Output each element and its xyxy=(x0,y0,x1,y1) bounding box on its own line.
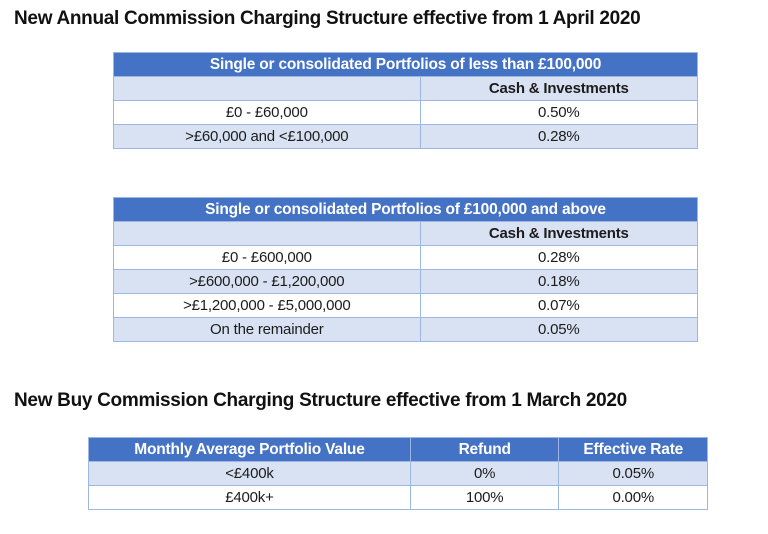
column-header-refund: Refund xyxy=(410,438,559,462)
table-portfolios-under-100k xyxy=(113,52,698,149)
rate-cell: 0.50% xyxy=(420,101,697,125)
band-cell: On the remainder xyxy=(114,318,421,342)
page-title-annual-commission: New Annual Commission Charging Structure effective from 1 April 2020 xyxy=(14,8,641,29)
rate-cell: 0.28% xyxy=(420,125,697,149)
table-row xyxy=(114,318,698,342)
table-portfolios-over-100k xyxy=(113,197,698,342)
table-header-row xyxy=(89,438,708,462)
rate-cell: 0.07% xyxy=(420,294,697,318)
band-cell: >£600,000 - £1,200,000 xyxy=(114,270,421,294)
page-title-buy-commission: New Buy Commission Charging Structure effective from 1 March 2020 xyxy=(14,390,627,411)
column-header-portfolio-value: Monthly Average Portfolio Value xyxy=(89,438,411,462)
empty-cell xyxy=(114,222,421,246)
column-header-row xyxy=(114,222,698,246)
table-row xyxy=(89,462,708,486)
table-title-under-100k: Single or consolidated Portfolios of less than £100,000 xyxy=(114,53,698,77)
table-buy-commission xyxy=(88,437,708,510)
table-row xyxy=(89,486,708,510)
table-row xyxy=(114,294,698,318)
refund-cell: 0% xyxy=(410,462,559,486)
refund-cell: 100% xyxy=(410,486,559,510)
column-header-cash-investments: Cash & Investments xyxy=(420,77,697,101)
column-header-row xyxy=(114,77,698,101)
rate-cell: 0.18% xyxy=(420,270,697,294)
band-cell: >£1,200,000 - £5,000,000 xyxy=(114,294,421,318)
band-cell: >£60,000 and <£100,000 xyxy=(114,125,421,149)
table-row xyxy=(114,270,698,294)
column-header-effective-rate: Effective Rate xyxy=(559,438,708,462)
table-row xyxy=(114,101,698,125)
table-title-row xyxy=(114,53,698,77)
band-cell: £400k+ xyxy=(89,486,411,510)
band-cell: £0 - £600,000 xyxy=(114,246,421,270)
rate-cell: 0.28% xyxy=(420,246,697,270)
table-row xyxy=(114,246,698,270)
table-row xyxy=(114,125,698,149)
table-title-row xyxy=(114,198,698,222)
rate-cell: 0.05% xyxy=(420,318,697,342)
band-cell: <£400k xyxy=(89,462,411,486)
band-cell: £0 - £60,000 xyxy=(114,101,421,125)
column-header-cash-investments: Cash & Investments xyxy=(420,222,697,246)
effective-rate-cell: 0.00% xyxy=(559,486,708,510)
table-title-over-100k: Single or consolidated Portfolios of £100,000 and above xyxy=(114,198,698,222)
empty-cell xyxy=(114,77,421,101)
effective-rate-cell: 0.05% xyxy=(559,462,708,486)
